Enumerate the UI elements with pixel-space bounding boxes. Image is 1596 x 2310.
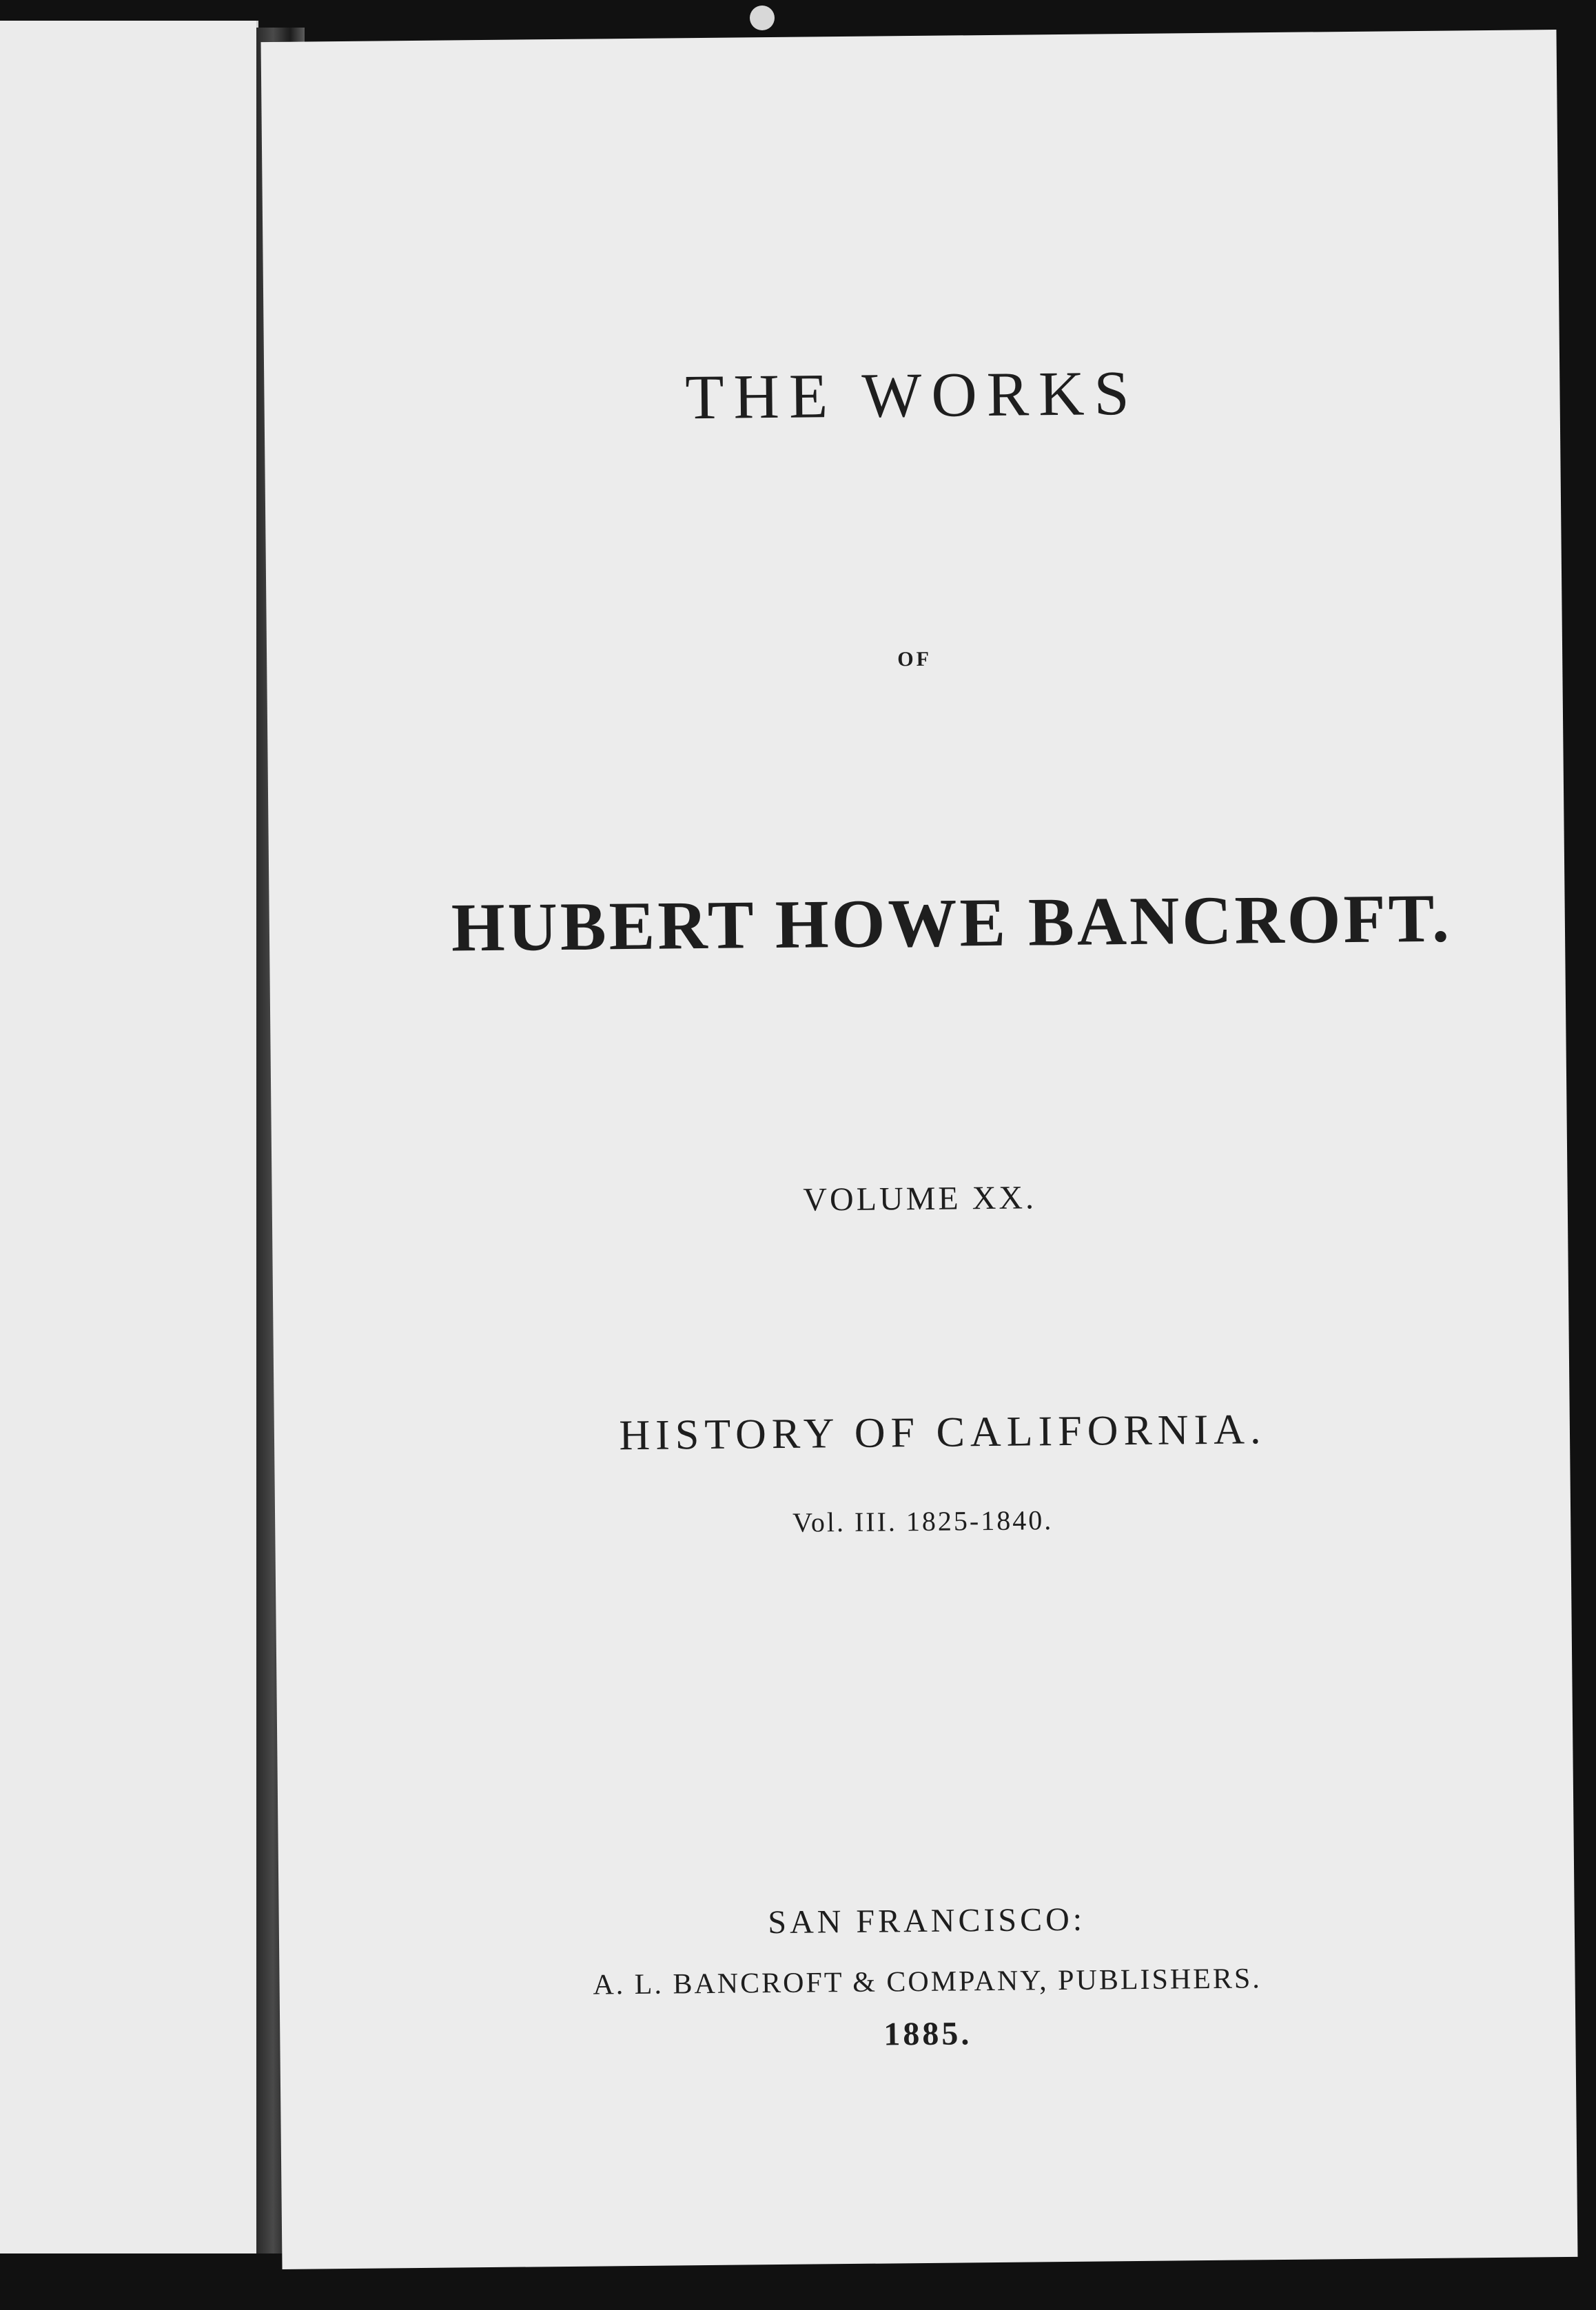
series-title: HISTORY OF CALIFORNIA.: [619, 1406, 1267, 1460]
series-volume: Vol. III. 1825-1840.: [792, 1504, 1054, 1538]
binding-mark: [750, 6, 775, 30]
heading-the-works: THE WORKS: [684, 357, 1140, 433]
title-page: [261, 30, 1578, 2269]
imprint-city: SAN FRANCISCO:: [768, 1901, 1086, 1941]
left-facing-page: [0, 21, 258, 2253]
imprint-year: 1885.: [883, 2015, 972, 2053]
word-of: OF: [897, 647, 932, 671]
volume-number: VOLUME XX.: [803, 1179, 1037, 1218]
imprint-publisher: A. L. BANCROFT & COMPANY, PUBLISHERS.: [593, 1963, 1262, 2001]
author-name: HUBERT HOWE BANCROFT.: [451, 879, 1453, 966]
